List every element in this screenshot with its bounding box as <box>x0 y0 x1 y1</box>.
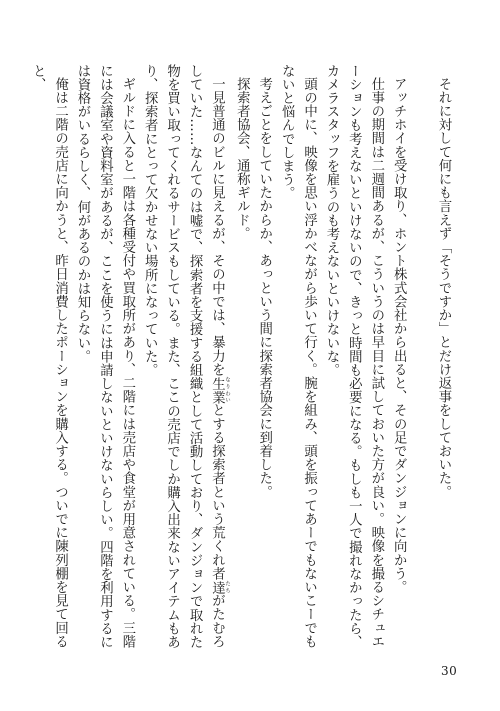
vertical-text-body <box>26 64 454 659</box>
paragraph-9: 俺は二階の売店に向かうと、昨日消費したポーションを購入する。ついでに陳列棚を見て回ると、 <box>30 64 68 649</box>
paragraph-3: 仕事の期間は二週間あるが、こういうのは早目に試しておいた方が良い。映像を撮るシチュエーションも考えないといけないので、きっと時間も必要になる。もしも一人で撮れなかったら、カメラスタッフを雇うのも考えないといけないな。 <box>323 64 384 649</box>
paragraph-8: ギルドに入ると一階は各種受付や買取所があり、二階には売店や食堂が用意されている。三階には会議室や資料室があるが、ここを使うには申請しないといけないらしい。四階を利用するには資格がいるらしく、何があるのかは知らない。 <box>75 64 135 649</box>
ruby-nariwai: 生業 なりわい <box>209 376 230 404</box>
blank-line <box>409 64 431 659</box>
paragraph-4: 頭の中に、映像を思い浮かべながら歩いて行く。腕を組み、頭を振ってあーでもないこーでもないと悩んでしまう。 <box>279 64 317 649</box>
paragraph-6: 探索者協会、通称ギルド。 <box>234 77 250 241</box>
paragraph-5: 考えごとをしていたからか、あっという間に探索者協会に到着した。 <box>256 77 272 499</box>
paragraph-7: 一見普通のビルに見えるが、その中では、暴力を生業 なりわいとする探索者という荒くれ者達 たちがたむろしていた……なんてのは嘘で、探索者を支援する組織として活動しており、ダンジョンで取れた物を買い取ってくれるサービスもしている。また、ここの売店でしか購入出来ないアイテムもあり、探索者にとって欠かせない場所になっていた。 <box>142 64 230 649</box>
page-number: 30 <box>441 664 458 678</box>
paragraph-1: それに対して何にも言えず「そうですか」とだけ返事をしておいた。 <box>436 77 451 499</box>
ruby-tachi: 達 たち <box>209 580 230 595</box>
paragraph-2: アッチホイを受け取り、ホント株式会社から出ると、その足でダンジョンに向かう。 <box>391 77 407 595</box>
